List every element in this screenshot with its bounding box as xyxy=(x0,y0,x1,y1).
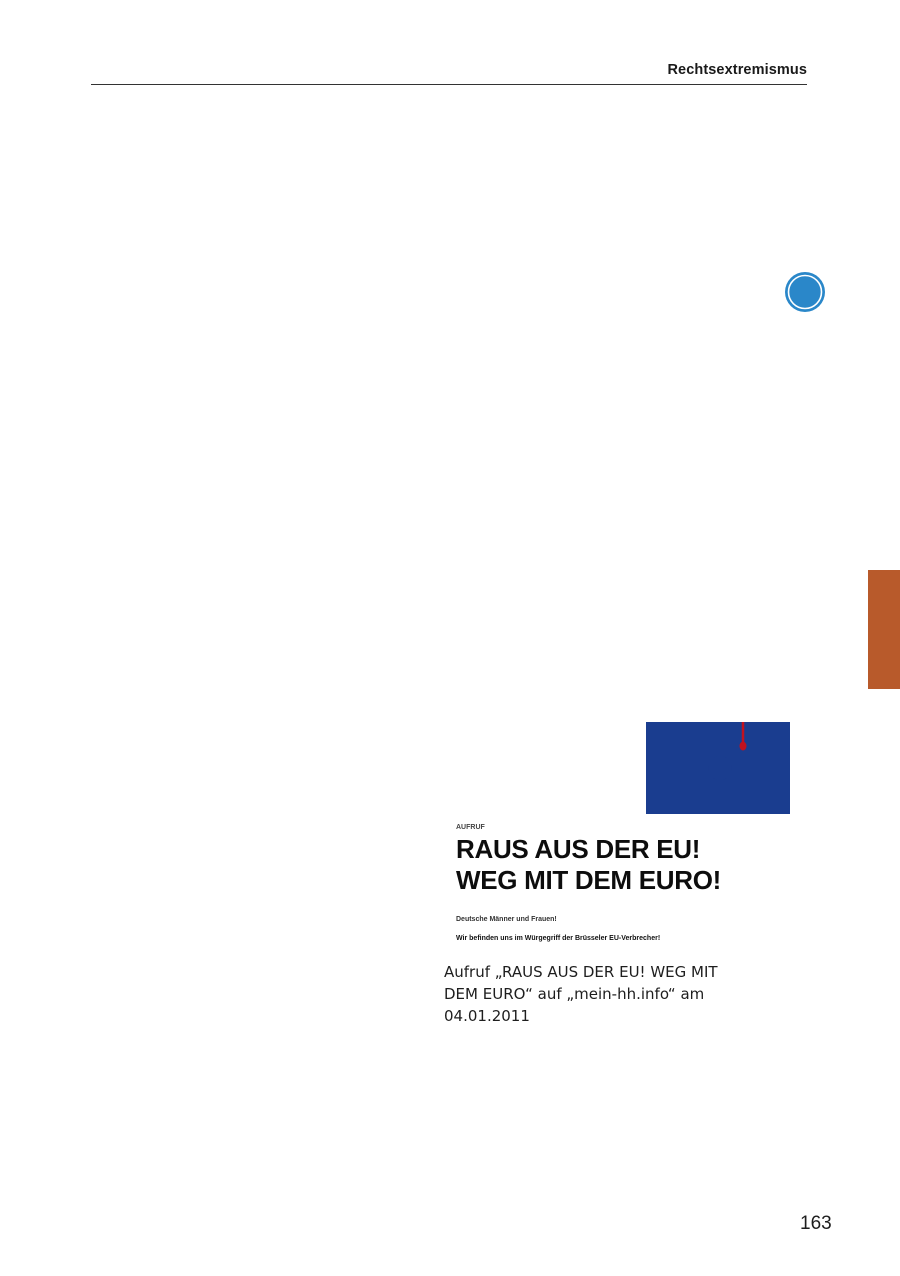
poster-headline xyxy=(456,834,721,896)
figure-caption xyxy=(444,961,789,1027)
propaganda-figure xyxy=(440,720,790,960)
poster-headline-line-2: WEG MIT DEM EURO! xyxy=(456,865,721,895)
poster-headline-line-1: RAUS AUS DER EU! xyxy=(456,834,701,864)
caption-line: Aufruf „RAUS AUS DER EU! WEG MIT xyxy=(444,963,718,981)
poster-subline-1: Deutsche Männer und Frauen! xyxy=(456,916,557,923)
poster-kicker: AUFRUF xyxy=(456,824,485,831)
caption-line: DEM EURO“ auf „mein-hh.info“ am xyxy=(444,985,705,1003)
www-icon xyxy=(784,271,826,313)
eu-flag-image xyxy=(646,722,790,814)
caption-line: 04.01.2011 xyxy=(444,1007,530,1025)
chapter-title: Rechtsextremismus xyxy=(667,62,807,78)
page-number: 163 xyxy=(800,1213,832,1234)
poster-subline-2: Wir befinden uns im Würgegriff der Brüsseler EU-Verbrecher! xyxy=(456,935,661,942)
chapter-tab-marker xyxy=(868,570,900,689)
running-header xyxy=(91,62,807,85)
